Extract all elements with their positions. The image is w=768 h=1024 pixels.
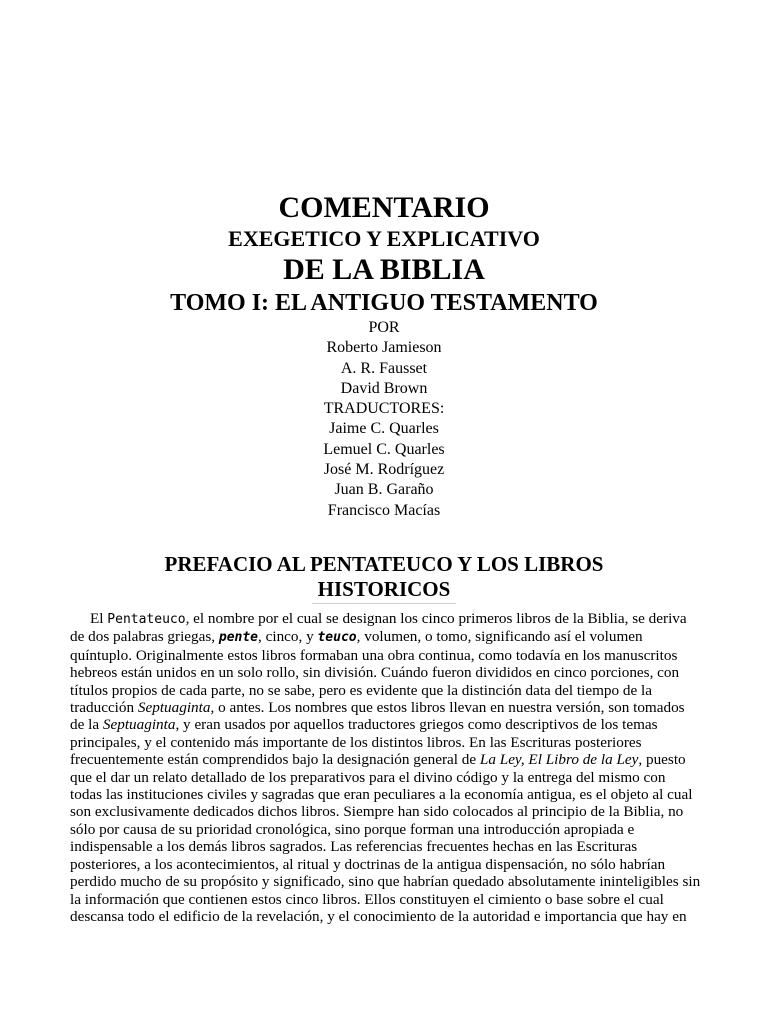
translator-name: Jaime C. Quarles: [329, 420, 439, 438]
text-line: descansa todo el edificio de la revelación, y el conocimiento de la autoridad e importancia que hay en: [70, 907, 687, 925]
text-line: [70, 699, 700, 716]
text-line: posteriores, a los acontecimientos, al ritual y doctrinas de la antigua dispensación, no sólo habrían: [70, 855, 666, 873]
text-line: la información que contienen estos cinco libros. Ellos constituyen el cimiento o base sobre el cual: [70, 890, 664, 908]
text-span: , o antes. Los nombres que estos libros llevan en nuestra versión, son tomados: [210, 699, 685, 717]
text-line: principales, y el contenido más importante de los distintos libros. En las Escrituras posteriores: [70, 733, 642, 751]
subtitle: EXEGETICO Y EXPLICATIVO: [228, 226, 540, 251]
text-line: quíntuplo. Originalmente estos libros formaban una obra continua, como todavía en los manuscritos: [70, 646, 678, 664]
translator-name: Francisco Macías: [327, 501, 441, 519]
author-name: Roberto Jamieson: [326, 339, 442, 357]
section-heading: [0, 552, 768, 602]
text-span: , volumen, o tomo, significando así el volumen: [356, 628, 643, 646]
translator-name: Lemuel C. Quarles: [323, 440, 445, 458]
section-heading-line: HISTORICOS: [317, 577, 451, 601]
text-span: , cinco, y: [258, 628, 318, 646]
text-span: traducción: [70, 699, 138, 717]
translator-name: Juan B. Garaño: [334, 481, 434, 499]
divider: [312, 603, 456, 604]
term-teuco: teuco: [317, 630, 357, 646]
text-line: [70, 751, 700, 768]
text-line: todas las instituciones civiles y sagradas que eran peculiares a la economía antigua, es el objeto al cual: [70, 786, 693, 804]
text-line: indispensable a los demás libros sagrados. Las referencias frecuentes hechas en las Escrituras: [70, 838, 638, 856]
volume-title: TOMO I: EL ANTIGUO TESTAMENTO: [170, 290, 598, 316]
section-heading-line: PREFACIO AL PENTATEUCO Y LOS LIBROS: [164, 552, 604, 576]
text-line: son exclusivamente dedicados dichos libros. Siempre han sido colocados al principio de la Biblia, no: [70, 803, 684, 821]
body-paragraph: [70, 610, 700, 925]
text-line: títulos propios de cada parte, no se sabe, pero es evidente que la distinción data del tiempo de la: [70, 681, 653, 699]
term-pente: pente: [218, 630, 259, 646]
text-span: de la: [70, 716, 103, 734]
title-block: [0, 190, 768, 521]
term-la-ley: La Ley, El Libro de la Ley: [479, 751, 639, 769]
text-line: [70, 716, 700, 733]
text-span: , y eran usados por aquellos traductores griegos como descriptivos de los temas: [175, 716, 658, 734]
term-septuaginta: Septuaginta: [137, 699, 211, 717]
credits: [0, 318, 768, 521]
author-name: David Brown: [340, 379, 428, 397]
text-span: de dos palabras griegas,: [70, 628, 219, 646]
translators-label: TRADUCTORES:: [323, 400, 445, 418]
text-span: frecuentemente están comprendidos bajo la designación general de: [70, 751, 480, 769]
translator-name: José M. Rodríguez: [323, 461, 445, 479]
text-line: perdido mucho de su propósito y significado, sino que habrían quedado absolutamente ininteligibles sin: [70, 873, 701, 891]
term-septuaginta: Septuaginta: [102, 716, 176, 734]
main-title-2: DE LA BIBLIA: [283, 253, 485, 286]
text-line: [70, 610, 700, 628]
author-name: A. R. Fausset: [340, 359, 428, 377]
by-label: POR: [368, 319, 400, 336]
text-line: hebreos están unidos en un solo rollo, sin división. Cuándo fueron divididos en cinco porciones, con: [70, 664, 680, 682]
text-line: que el dar un relato detallado de los preparativos para el divino código y la entrega del mismo con: [70, 768, 666, 786]
text-span: El: [90, 610, 108, 627]
main-title: COMENTARIO: [278, 191, 490, 224]
text-span: , el nombre por el cual se designan los cinco primeros libros de la Biblia, se deriva: [185, 610, 687, 627]
term-pentateuco: Pentateuco: [107, 612, 186, 627]
text-span: , puesto: [638, 751, 686, 769]
text-line: [70, 628, 700, 646]
text-line: sólo por causa de su prioridad cronológica, sino porque forman una introducción apropiada e: [70, 820, 635, 838]
